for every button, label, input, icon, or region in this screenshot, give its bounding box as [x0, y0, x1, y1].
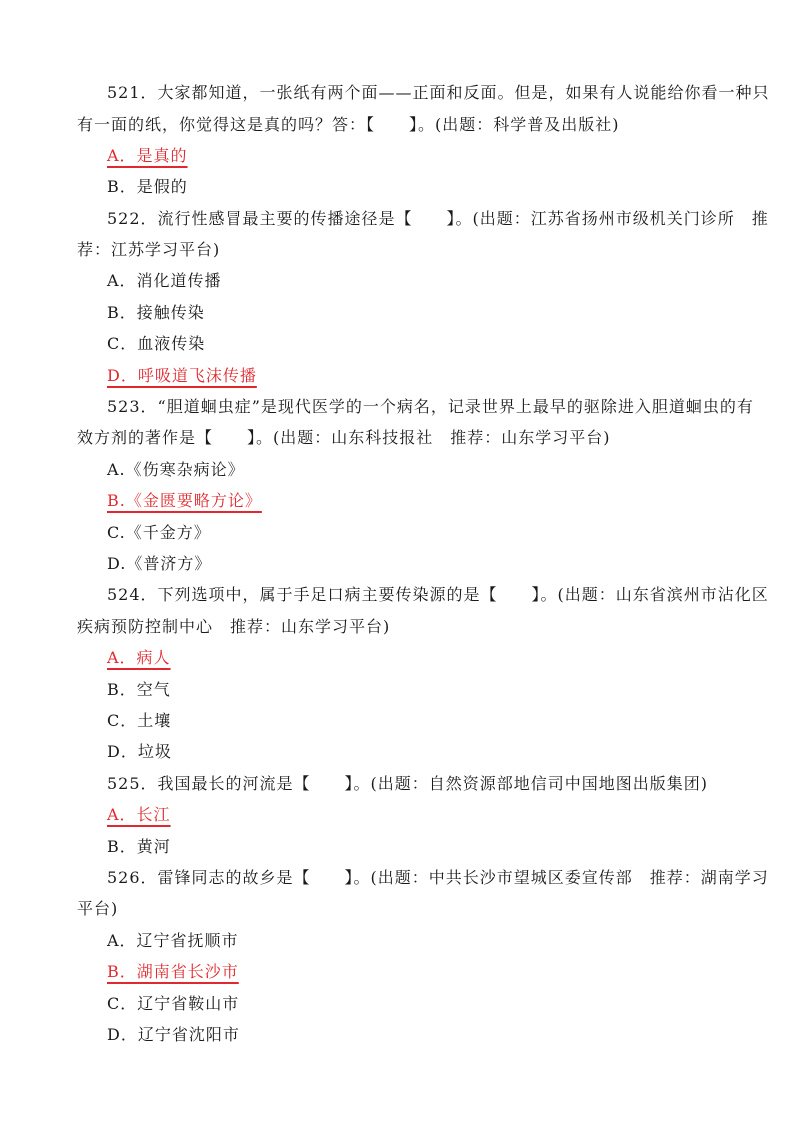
option-523-a: A.《伤寒杂病论》: [107, 460, 245, 479]
option-522-a: A．消化道传播: [107, 271, 222, 290]
option-525-b: B．黄河: [107, 837, 171, 856]
question-524-line-2: 疾病预防控制中心 推荐：山东学习平台): [77, 617, 391, 636]
option-525-a: A．长江: [107, 805, 171, 824]
option-523-b: B.《金匮要略方论》: [107, 491, 262, 510]
question-523-line-1: 523．“胆道蛔虫症”是现代医学的一个病名，记录世界上最早的驱除进入胆道蛔虫的有: [107, 397, 754, 416]
option-521-b: B．是假的: [107, 177, 188, 196]
option-524-b: B．空气: [107, 680, 171, 699]
option-524-a: A．病人: [107, 648, 171, 667]
option-522-c: C．血液传染: [107, 334, 206, 353]
question-526-line-1: 526．雷锋同志的故乡是【 】。(出题：中共长沙市望城区委宣传部 推荐：湖南学习: [107, 868, 769, 887]
question-522-line-1: 522．流行性感冒最主要的传播途径是【 】。(出题：江苏省扬州市级机关门诊所 推: [107, 209, 769, 228]
option-521-a: A．是真的: [107, 146, 188, 165]
question-524-line-1: 524．下列选项中，属于手足口病主要传染源的是【 】。(出题：山东省滨州市沾化区: [107, 585, 769, 604]
option-526-b: B．湖南省长沙市: [107, 962, 239, 981]
option-526-d: D．辽宁省沈阳市: [107, 1025, 240, 1044]
option-523-c: C.《千金方》: [107, 523, 211, 542]
option-522-d: D．呼吸道飞沫传播: [107, 366, 257, 385]
question-526-line-2: 平台): [77, 899, 119, 918]
question-525-line-1: 525．我国最长的河流是【 】。(出题：自然资源部地信司中国地图出版集团): [107, 774, 709, 793]
option-524-d: D．垃圾: [107, 742, 172, 761]
option-523-d: D.《普济方》: [107, 554, 212, 573]
option-522-b: B．接触传染: [107, 303, 205, 322]
option-526-c: C．辽宁省鞍山市: [107, 994, 240, 1013]
question-521-line-2: 有一面的纸，你觉得这是真的吗？答：【 】。(出题：科学普及出版社): [77, 115, 620, 134]
question-521-line-1: 521．大家都知道，一张纸有两个面——正面和反面。但是，如果有人说能给你看一种只: [107, 83, 770, 102]
option-524-c: C．土壤: [107, 711, 172, 730]
question-523-line-2: 效方剂的著作是【 】。(出题：山东科技报社 推荐：山东学习平台): [77, 428, 611, 447]
option-526-a: A．辽宁省抚顺市: [107, 931, 239, 950]
question-522-line-2: 荐：江苏学习平台): [77, 240, 221, 259]
